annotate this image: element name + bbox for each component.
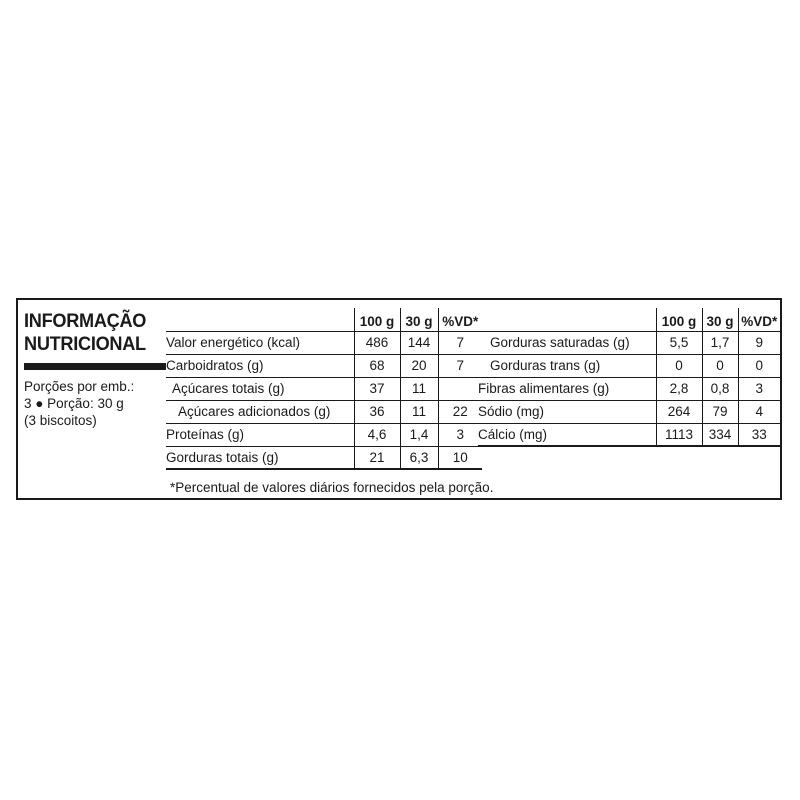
value-30g: 0,8 — [702, 377, 738, 400]
table-header-row — [166, 308, 482, 331]
label-title-line-2: NUTRICIONAL — [24, 333, 146, 355]
column-header-nutrient — [478, 308, 656, 331]
label-title-line-1: INFORMAÇÃO — [24, 310, 147, 332]
table-row — [478, 423, 780, 446]
nutrient-name: Gorduras trans (g) — [478, 354, 656, 377]
value-30g: 20 — [400, 354, 438, 377]
value-vd: 4 — [738, 400, 780, 423]
nutrition-table-right — [478, 308, 780, 447]
value-100g: 21 — [354, 446, 400, 469]
table-row — [478, 354, 780, 377]
column-header-100g: 100 g — [656, 308, 702, 331]
value-100g: 0 — [656, 354, 702, 377]
nutrient-name: Fibras alimentares (g) — [478, 377, 656, 400]
value-vd: 0 — [738, 354, 780, 377]
value-30g: 0 — [702, 354, 738, 377]
value-vd: 3 — [438, 423, 482, 446]
column-header-30g: 30 g — [400, 308, 438, 331]
value-vd — [438, 377, 482, 400]
label-header — [24, 310, 162, 429]
table-row — [166, 446, 482, 469]
serving-size: 3 ● Porção: 30 g — [24, 396, 124, 411]
serving-description: (3 biscoitos) — [24, 413, 97, 428]
value-vd: 3 — [738, 377, 780, 400]
value-100g: 68 — [354, 354, 400, 377]
value-30g: 144 — [400, 331, 438, 354]
value-vd: 10 — [438, 446, 482, 469]
column-header-100g: 100 g — [354, 308, 400, 331]
value-100g: 4,6 — [354, 423, 400, 446]
nutrient-name: Sódio (mg) — [478, 400, 656, 423]
title-divider — [24, 363, 166, 370]
nutrient-name: Açúcares totais (g) — [166, 377, 354, 400]
nutrition-facts-label — [16, 298, 782, 500]
nutrient-name: Gorduras totais (g) — [166, 446, 354, 469]
column-header-vd: %VD* — [738, 308, 780, 331]
table-header-row — [478, 308, 780, 331]
serving-info — [24, 378, 162, 429]
value-100g: 264 — [656, 400, 702, 423]
table-row — [166, 354, 482, 377]
nutrient-name: Valor energético (kcal) — [166, 331, 354, 354]
nutrient-name: Açúcares adicionados (g) — [166, 400, 354, 423]
servings-per-package: Porções por emb.: — [24, 379, 135, 394]
table-row — [166, 423, 482, 446]
value-30g: 11 — [400, 400, 438, 423]
value-30g: 1,4 — [400, 423, 438, 446]
column-header-30g: 30 g — [702, 308, 738, 331]
table-row — [166, 400, 482, 423]
value-100g: 1113 — [656, 423, 702, 446]
value-vd: 7 — [438, 354, 482, 377]
nutrient-name: Cálcio (mg) — [478, 423, 656, 446]
value-100g: 37 — [354, 377, 400, 400]
nutrient-name: Proteínas (g) — [166, 423, 354, 446]
table-row — [166, 377, 482, 400]
nutrient-name: Gorduras saturadas (g) — [478, 331, 656, 354]
value-100g: 486 — [354, 331, 400, 354]
nutrition-table-left — [166, 308, 482, 470]
value-100g: 36 — [354, 400, 400, 423]
value-vd: 9 — [738, 331, 780, 354]
value-vd: 22 — [438, 400, 482, 423]
table-row — [478, 400, 780, 423]
value-vd: 33 — [738, 423, 780, 446]
value-30g: 6,3 — [400, 446, 438, 469]
table-row — [478, 377, 780, 400]
value-100g: 5,5 — [656, 331, 702, 354]
column-header-nutrient — [166, 308, 354, 331]
column-header-vd: %VD* — [438, 308, 482, 331]
value-30g: 334 — [702, 423, 738, 446]
value-100g: 2,8 — [656, 377, 702, 400]
table-row — [478, 331, 780, 354]
footnote: *Percentual de valores diários fornecidos pela porção. — [170, 480, 494, 495]
table-row — [166, 331, 482, 354]
value-30g: 79 — [702, 400, 738, 423]
value-30g: 1,7 — [702, 331, 738, 354]
nutrient-name: Carboidratos (g) — [166, 354, 354, 377]
value-vd: 7 — [438, 331, 482, 354]
value-30g: 11 — [400, 377, 438, 400]
